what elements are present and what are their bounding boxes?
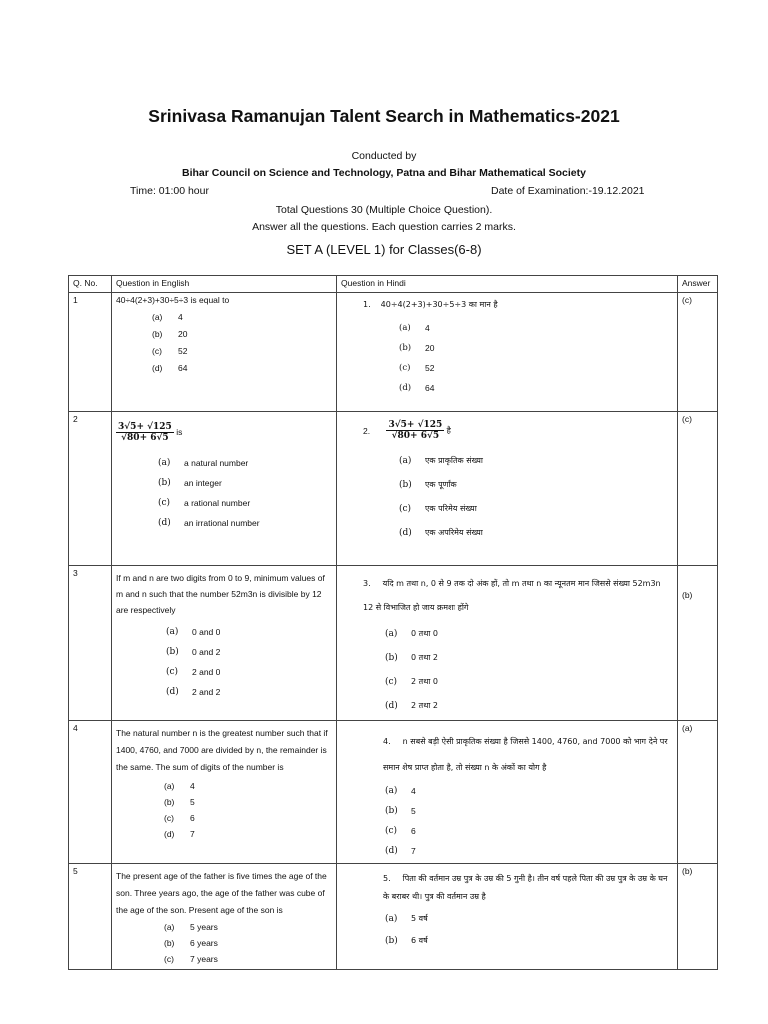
question-text: n सबसे बड़ी ऐसी प्राकृतिक संख्या है जिससे 1400, 4760, and 7000 को भाग देने पर समान शेष प्राप्त होता है, तो संख्या n के अंकों का योग है: [383, 737, 668, 772]
question-text: यदि m तथा n, 0 से 9 तक दो अंक हों, तो m तथा n का न्यूनतम मान जिससे संख्या 52m3n 12 से विभाजित हो जाय क्रमशः होंगे: [363, 579, 661, 612]
option-letter: (c): [385, 826, 398, 836]
council-name: Bihar Council on Science and Technology, Patna and Bihar Mathematical Society: [182, 167, 586, 179]
hindi-number: 5.: [383, 874, 391, 883]
option-text: 52: [178, 346, 188, 356]
option: [399, 521, 673, 545]
instructions: Answer all the questions. Each question carries 2 marks.: [252, 221, 516, 233]
table-row: [69, 721, 718, 864]
option-text: 4: [425, 323, 430, 333]
conducted-by: Conducted by: [351, 150, 417, 162]
answer-cell: (c): [678, 293, 718, 412]
option-letter: (c): [158, 498, 171, 508]
option-letter: (b): [166, 647, 179, 657]
option: [399, 338, 673, 358]
col-header-hindi: Question in Hindi: [337, 276, 678, 293]
option-text: 2 and 2: [192, 687, 221, 697]
question-number: 5: [69, 864, 112, 970]
hindi-number: 4.: [383, 737, 391, 746]
option: [399, 378, 673, 398]
fraction-expression: [386, 420, 444, 441]
set-heading: SET A (LEVEL 1) for Classes(6-8): [286, 242, 482, 257]
option-letter: (c): [399, 504, 412, 514]
option-text: 5: [190, 797, 195, 807]
table-row: [69, 293, 718, 412]
fraction-denominator: √80+ 6√5: [391, 431, 440, 441]
option: [164, 778, 332, 794]
option-text: 2 तथा 2: [411, 701, 439, 710]
question-text: The present age of the father is five times the age of the son. Three years ago, the age of the father was cube of the age of the son. Present age of the son is: [116, 871, 327, 915]
col-header-answer: Answer: [678, 276, 718, 293]
question-text: 40÷4(2+3)+30÷5÷3 is equal to: [116, 295, 230, 305]
option: [166, 622, 332, 642]
answer-cell: (c): [678, 412, 718, 566]
option: [166, 662, 332, 682]
fraction-expression: [116, 422, 174, 443]
table-row: [69, 412, 718, 566]
option: [164, 951, 332, 967]
total-questions: Total Questions 30 (Multiple Choice Question).: [275, 204, 493, 216]
option: [152, 326, 332, 343]
question-number: 3: [69, 566, 112, 721]
fraction-denominator: √80+ 6√5: [121, 433, 169, 443]
option: [152, 360, 332, 377]
hindi-number: 2.: [363, 425, 371, 436]
option: [385, 670, 673, 694]
page-title: Srinivasa Ramanujan Talent Search in Mathematics-2021: [148, 106, 620, 126]
option-text: 7: [190, 829, 195, 839]
option: [385, 930, 673, 952]
option: [164, 794, 332, 810]
option: [385, 646, 673, 670]
option-letter: (b): [164, 797, 175, 807]
question-english: [112, 412, 337, 566]
option-text: एक परिमेय संख्या: [425, 504, 477, 513]
option: [385, 821, 673, 841]
question-number: 2: [69, 412, 112, 566]
fraction-numerator: 3√5+ √125: [388, 420, 443, 430]
col-header-qno: Q. No.: [69, 276, 112, 293]
option-text: 7: [411, 846, 416, 856]
option-letter: (d): [399, 383, 412, 393]
option-letter: (a): [385, 629, 398, 639]
option-text: 7 years: [190, 954, 218, 964]
option-letter: (c): [166, 667, 179, 677]
fraction-numerator: 3√5+ √125: [118, 422, 172, 432]
answer-value: (b): [682, 590, 693, 600]
option-text: 5 वर्ष: [411, 914, 428, 923]
question-table: [68, 275, 718, 970]
option-letter: (d): [152, 363, 163, 373]
answer-cell: (b): [678, 864, 718, 970]
option-text: एक प्राकृतिक संख्या: [425, 456, 483, 465]
option-text: 0 and 2: [192, 647, 221, 657]
col-header-english: Question in English: [112, 276, 337, 293]
question-text: 40÷4(2+3)+30÷5÷3 का मान है: [380, 300, 498, 309]
question-hindi: [337, 566, 678, 721]
question-english: [112, 293, 337, 412]
option-letter: (a): [164, 781, 175, 791]
option-text: 0 तथा 0: [411, 629, 439, 638]
question-hindi: [337, 412, 678, 566]
question-english: [112, 721, 337, 864]
option-letter: (d): [164, 829, 175, 839]
option-letter: (b): [158, 478, 171, 488]
question-number: 1: [69, 293, 112, 412]
question-suffix: है: [446, 425, 451, 435]
option-text: 20: [425, 343, 435, 353]
option-text: 5: [411, 806, 416, 816]
option-letter: (d): [399, 528, 412, 538]
option: [385, 622, 673, 646]
option-letter: (d): [166, 687, 179, 697]
option-letter: (b): [152, 329, 163, 339]
option: [164, 826, 332, 842]
question-hindi: [337, 293, 678, 412]
option-text: एक अपरिमेय संख्या: [425, 528, 483, 537]
question-hindi: [337, 864, 678, 970]
table-row: [69, 566, 718, 721]
option-letter: (b): [385, 806, 398, 816]
option: [152, 309, 332, 326]
table-row: [69, 864, 718, 970]
option-letter: (a): [385, 914, 398, 924]
option-text: 4: [190, 781, 195, 791]
option: [385, 908, 673, 930]
option: [166, 682, 332, 702]
option-text: 2 तथा 0: [411, 677, 439, 686]
option: [164, 919, 332, 935]
option-letter: (a): [152, 312, 163, 322]
option-text: a natural number: [184, 458, 249, 468]
option: [158, 453, 332, 473]
option: [158, 493, 332, 513]
option-text: 6: [190, 813, 195, 823]
option-text: 6 years: [190, 938, 218, 948]
option-letter: (d): [158, 518, 171, 528]
exam-time: Time: 01:00 hour: [130, 185, 209, 197]
option-letter: (a): [399, 323, 411, 333]
option: [399, 473, 673, 497]
option-letter: (c): [385, 677, 398, 687]
option-letter: (a): [385, 786, 398, 796]
question-text: The natural number n is the greatest number such that if 1400, 4760, and 7000 are divided by n, the remainder is the same. The sum of digits of the number is: [116, 728, 328, 772]
option-text: 0 and 0: [192, 627, 221, 637]
option-text: an integer: [184, 478, 222, 488]
option-letter: (d): [385, 701, 398, 711]
option-text: a rational number: [184, 498, 251, 508]
option-letter: (d): [385, 846, 398, 856]
answer-cell: (a): [678, 721, 718, 864]
option-letter: (b): [164, 938, 175, 948]
option-letter: (b): [385, 936, 398, 946]
question-suffix: is: [176, 426, 183, 437]
option-letter: (b): [399, 343, 412, 353]
option: [158, 473, 332, 493]
option: [164, 935, 332, 951]
option-letter: (b): [399, 480, 412, 490]
option: [166, 642, 332, 662]
question-english: [112, 864, 337, 970]
option-text: 6: [411, 826, 416, 836]
option: [385, 841, 673, 861]
option-letter: (a): [164, 922, 175, 932]
option-text: 52: [425, 363, 435, 373]
option-text: 20: [178, 329, 188, 339]
hindi-number: 3.: [363, 579, 371, 588]
option: [399, 358, 673, 378]
hindi-number: 1.: [363, 300, 371, 309]
option: [385, 801, 673, 821]
answer-cell: [678, 566, 718, 721]
option: [152, 343, 332, 360]
option-letter: (c): [164, 813, 174, 823]
option: [385, 694, 673, 718]
question-text: पिता की वर्तमान उम्र पुत्र के उम्र की 5 गुनी है। तीन वर्ष पहले पिता की उम्र पुत्र के उम्र के घन के बराबर थी। पुत्र की वर्तमान उम्र है: [383, 874, 668, 901]
option-letter: (a): [399, 456, 412, 466]
option: [399, 497, 673, 521]
option-letter: (c): [164, 954, 174, 964]
option-letter: (b): [385, 653, 398, 663]
option-text: an irrational number: [184, 518, 260, 528]
option-text: 64: [178, 363, 188, 373]
option-text: एक पूर्णांक: [425, 480, 457, 489]
option-text: 5 years: [190, 922, 218, 932]
option-letter: (a): [158, 458, 171, 468]
option: [399, 449, 673, 473]
option-text: 4: [411, 786, 416, 796]
exam-date: Date of Examination:-19.12.2021: [491, 185, 645, 197]
question-english: [112, 566, 337, 721]
option: [164, 810, 332, 826]
option: [399, 318, 673, 338]
option-letter: (a): [166, 627, 179, 637]
option-text: 64: [425, 383, 435, 393]
option-text: 6 वर्ष: [411, 936, 428, 945]
question-text: If m and n are two digits from 0 to 9, minimum values of m and n such that the number 52m3n is divisible by 12 are respectively: [116, 573, 325, 615]
option: [385, 781, 673, 801]
option-letter: (c): [399, 363, 411, 373]
option-text: 0 तथा 2: [411, 653, 439, 662]
table-header-row: [69, 276, 718, 293]
question-hindi: [337, 721, 678, 864]
option-letter: (c): [152, 346, 162, 356]
option-text: 2 and 0: [192, 667, 221, 677]
option-text: 4: [178, 312, 183, 322]
option: [158, 513, 332, 533]
question-number: 4: [69, 721, 112, 864]
